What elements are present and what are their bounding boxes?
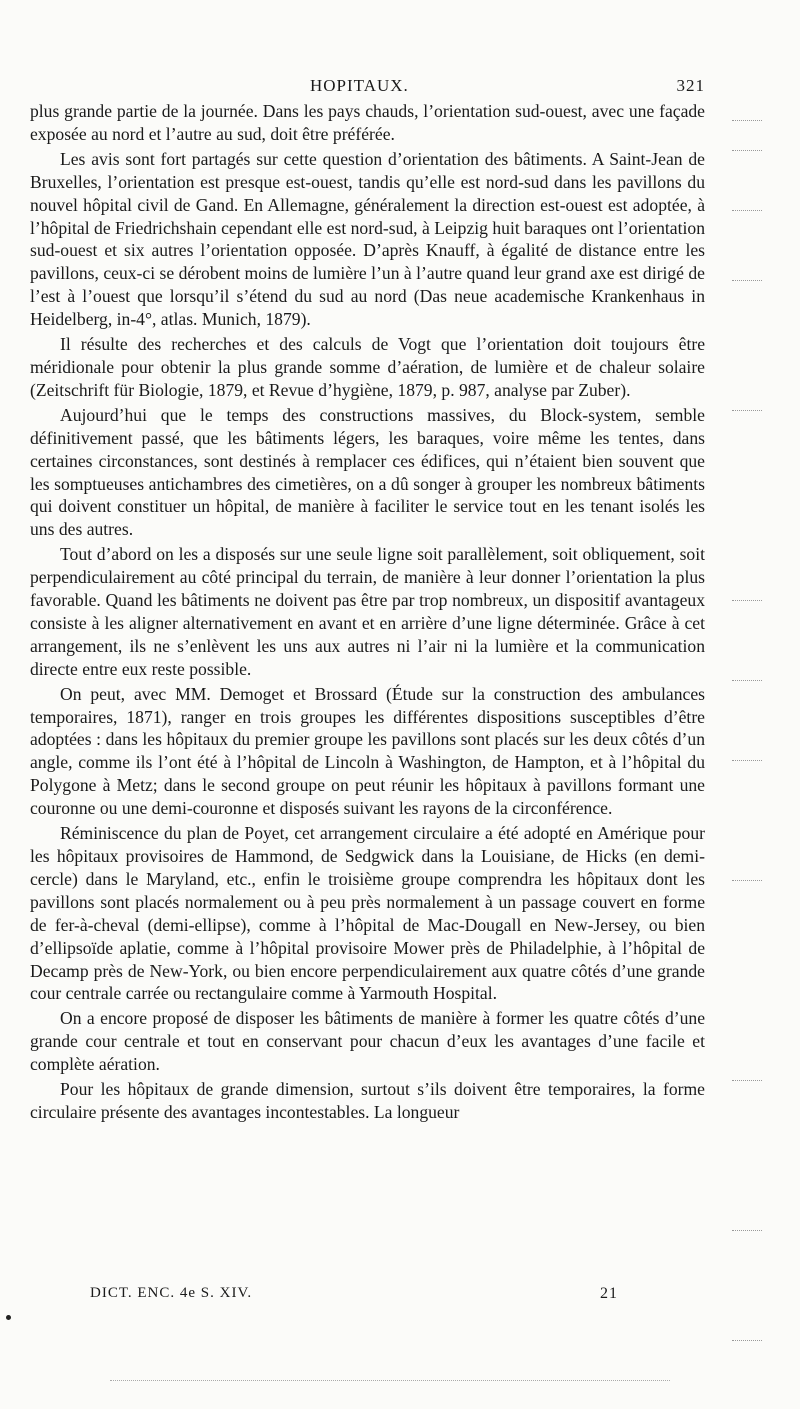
paragraph: Tout d’abord on les a disposés sur une seule ligne soit parallèlement, soit obliquement, soit perpendiculairement au côté principal du terrain, de manière à leur donner l’orientation la plus favorable. Quand les bâtiments ne doivent pas être par trop nombreux, un dispositif avantageux consiste à les aligner alternativement en avant et en arrière d’une ligne déterminée. Grâce à cet arrangement, ils ne s’enlèvent les uns aux autres ni l’air ni la lumière et la communication directe entre eux reste possible. — [30, 544, 705, 679]
paragraph: Les avis sont fort partagés sur cette question d’orientation des bâtiments. A Saint-Jean de Bruxelles, l’orientation est presque est-ouest, tandis qu’elle est nord-sud dans les pavillons du nouvel hôpital civil de Gand. En Allemagne, généralement la direction est-ouest est adoptée, à l’hôpital de Friedrichshain cependant elle est nord-sud, à Leipzig huit baraques ont l’orientation sud-ouest et six autres l’orientation opposée. D’après Knauff, à égalité de distance entre les pavillons, ceux-ci se dérobent moins de lumière l’un à l’autre quand leur grand axe est dirigé de l’est à l’ouest que lorsqu’il s’étend du sud au nord (Das neue academische Krankenhaus in Heidelberg, in-4°, atlas. Munich, 1879). — [30, 148, 705, 330]
running-header — [30, 70, 705, 100]
paragraph: plus grande partie de la journée. Dans les pays chauds, l’orientation sud-ouest, avec une façade exposée au nord et l’autre au sud, doit être préférée. — [30, 101, 705, 144]
paragraph: Pour les hôpitaux de grande dimension, surtout s’ils doivent être temporaires, la forme circulaire présente des avantages incontestables. La longueur — [30, 1079, 705, 1122]
page-number: 321 — [676, 76, 705, 95]
paragraph: On peut, avec MM. Demoget et Brossard (Étude sur la construction des ambulances temporaires, 1871), ranger en trois groupes les différentes dispositions susceptibles d’être adoptées : dans les hôpitaux du premier groupe les pavillons sont placés sur les deux côtés d’un angle, comme ils l’ont été à l’hôpital de Lincoln à Washington, de Hampton, et à l’hôpital du Polygone à Metz; dans le second groupe on peut réunir les hôpitaux à pavillons formant une couronne ou une demi-couronne et disposés suivant les rayons de la circonférence. — [30, 683, 705, 819]
margin-scan-marks — [732, 80, 782, 1380]
paragraph: On a encore proposé de disposer les bâtiments de manière à former les quatre côtés d’une grande cour centrale et tout en conservant pour chacun d’eux les avantages d’une facile et complète aération. — [30, 1008, 705, 1075]
paragraph: Il résulte des recherches et des calculs de Vogt que l’orientation doit toujours être méridionale pour obtenir la plus grande somme d’aération, de lumière et de chaleur solaire (Zeitschrift für Biologie, 1879, et Revue d’hygiène, 1879, p. 987, analyse par Zuber). — [30, 334, 705, 400]
signature-mark: DICT. ENC. 4e S. XIV. — [90, 1285, 253, 1301]
running-title: HOPITAUX. — [310, 76, 409, 95]
paragraph: Réminiscence du plan de Poyet, cet arrangement circulaire a été adopté en Amérique pour les hôpitaux provisoires de Hammond, de Sedgwick dans la Louisiane, de Hicks (en demi-cercle) dans le Maryland, etc., enfin le troisième groupe comprendra les hôpitaux dont les pavillons sont placés normalement ou à peu près normalement à un passage couvert en forme de fer-à-cheval (demi-ellipse), comme à l’hôpital de Mac-Dougall en New-Jersey, ou bien d’ellipsoïde aplatie, comme à l’hôpital provisoire Mower près de Philadelphie, à l’hôpital de Decamp près de New-York, ou bien encore perpendiculairement aux quatre côtés d’une grande cour centrale carrée ou rectangulaire comme à Yarmouth Hospital. — [30, 823, 705, 1004]
scan-dot — [6, 1315, 11, 1320]
page — [30, 70, 705, 1124]
sheet-number: 21 — [600, 1285, 618, 1302]
paragraph: Aujourd’hui que le temps des constructions massives, du Block-system, semble définitivement passé, que les bâtiments légers, les baraques, voire même les tentes, dans certaines circonstances, sont destinés à remplacer ces édifices, qui n’étaient bien souvent que les somptueuses antichambres des cimetières, on a dû songer à grouper les nombreux bâtiments qui doivent constituer un hôpital, de manière à faciliter le service tout en les tenant isolés les uns des autres. — [30, 404, 705, 540]
scan-rule — [110, 1380, 670, 1381]
body-text — [30, 100, 705, 1124]
